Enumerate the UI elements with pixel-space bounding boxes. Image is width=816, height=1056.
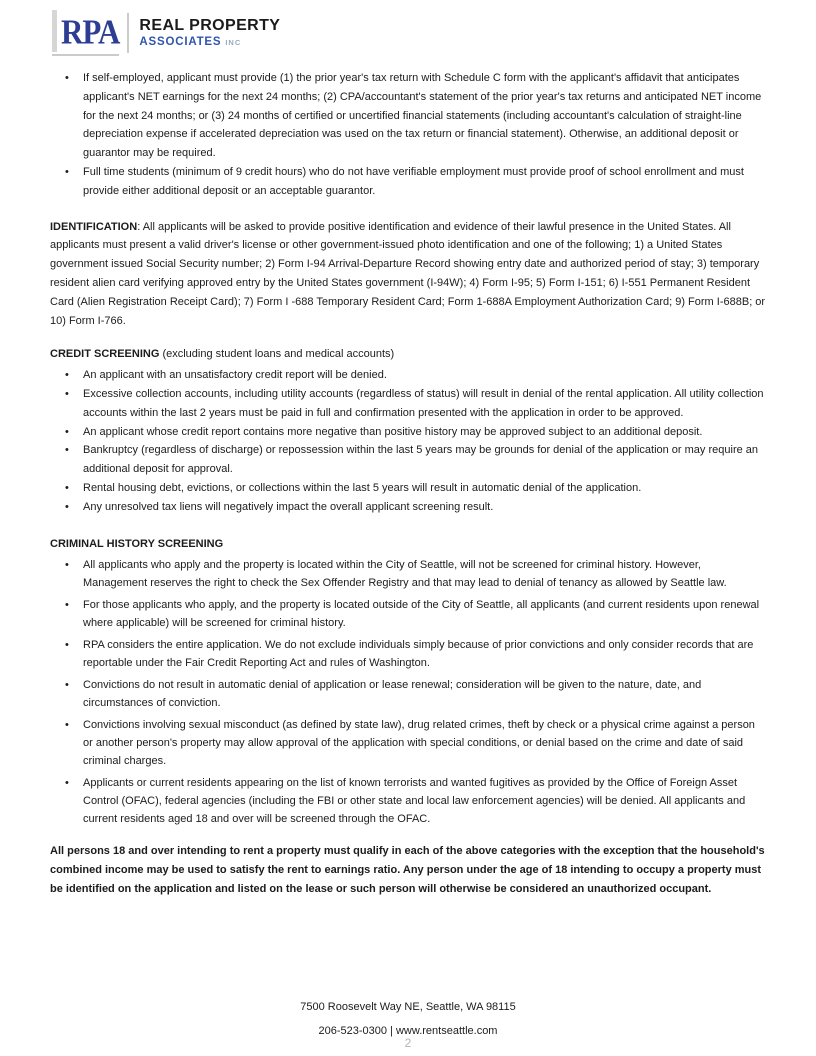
logo-text-block: [139, 17, 280, 50]
bullet-item: • An applicant whose credit report contains more negative than positive history may be approved subject to an additional deposit.: [50, 423, 766, 442]
page-footer: [0, 995, 816, 1050]
identification-paragraph: [50, 218, 766, 331]
logo-bar-decoration: [52, 10, 57, 52]
bullet-item: • Bankruptcy (regardless of discharge) or repossession within the last 5 years may be grounds for denial of the application or may require an additional deposit for approval.: [50, 441, 766, 479]
bullet-item: • Applicants or current residents appearing on the list of known terrorists and wanted fugitives as provided by the Office of Foreign Asset Control (OFAC), federal agencies (including the FBI or other state and local law enforcement agencies) will be denied. All applicants and current residents aged 18 and over will be screened through the OFAC.: [50, 774, 766, 828]
criminal-history-title: CRIMINAL HISTORY SCREENING: [50, 537, 224, 550]
identification-text: : All applicants will be asked to provide positive identification and evidence of their lawful presence in the United States. All applicants must present a valid driver's license or other government-issued photo identification and one of the following; 1) a United States government issued Social Security number; 2) Form I-94 Arrival-Departure Record showing entry date and authorized period of stay; 3) temporary resident alien card verifying approved entry by the United States government (I-94W); 4) Form I-95; 5) Form I-151; 6) I-551 Permanent Resident Card (Alien Registration Receipt Card); 7) Form I -688 Temporary Resident Card; Form 1-688A Employment Authorization Card; 9) Form I-688B; or 10) Form I-766.: [50, 220, 766, 327]
footer-address: 7500 Roosevelt Way NE, Seattle, WA 98115: [300, 1001, 516, 1013]
logo-subtitle-text: ASSOCIATES: [139, 35, 222, 48]
bullet-item: • Any unresolved tax liens will negatively impact the overall applicant screening result.: [50, 498, 766, 517]
rpa-logo-icon: [52, 10, 119, 56]
page-number: 2: [404, 1036, 412, 1050]
credit-bullet-list: [50, 366, 766, 516]
criminal-bullet-list: [50, 556, 766, 828]
credit-screening-heading: [50, 345, 766, 364]
bullet-item: • Full time students (minimum of 9 credit hours) who do not have verifiable employment must provide proof of school enrollment and must provide either additional deposit or an acceptable guarantor.: [50, 163, 766, 201]
logo-subtitle-suffix: INC: [225, 37, 242, 47]
intro-bullet-list: [50, 69, 766, 201]
bullet-item: • An applicant with an unsatisfactory credit report will be denied.: [50, 366, 766, 385]
bullet-item: • Convictions involving sexual misconduct (as defined by state law), drug related crimes, theft by check or a physical crime against a person or another person's property may allow approval of the application with special conditions, or denial based on the crime and date of said criminal charges.: [50, 716, 766, 770]
bullet-item: • Convictions do not result in automatic denial of application or lease renewal; consideration will be given to the nature, date, and circumstances of conviction.: [50, 676, 766, 712]
logo-title: REAL PROPERTY: [139, 16, 281, 34]
bullet-item: • For those applicants who apply, and the property is located outside of the City of Seattle, all applicants (and current residents upon renewal where applicable) will be screened for criminal history.: [50, 596, 766, 632]
credit-screening-note: (excluding student loans and medical accounts): [159, 348, 395, 361]
company-logo: [52, 10, 766, 56]
identification-label: IDENTIFICATION: [50, 220, 138, 233]
criminal-history-heading: [50, 535, 766, 554]
logo-subtitle: [139, 35, 280, 50]
bullet-item: • All applicants who apply and the property is located within the City of Seattle, will not be screened for criminal history. However, Management reserves the right to check the Sex Offender Registry and that may lead to denial of tenancy as allowed by Seattle law.: [50, 556, 766, 592]
bullet-item: • RPA considers the entire application. We do not exclude individuals simply because of prior convictions and only consider records that are reportable under the Fair Credit Reporting Act and rules of Washington.: [50, 636, 766, 672]
bullet-item: • Rental housing debt, evictions, or collections within the last 5 years will result in automatic denial of the application.: [50, 479, 766, 498]
bullet-item: • Excessive collection accounts, including utility accounts (regardless of status) will result in denial of the rental application. All utility collection accounts within the last 2 years must be paid in full and confirmation presented with the application in order to be approved.: [50, 385, 766, 423]
bullet-item: • If self-employed, applicant must provide (1) the prior year's tax return with Schedule C form with the applicant's affidavit that anticipates applicant's NET earnings for the next 24 months; (2) CPA/accountant's statement of the prior year's tax returns and anticipated NET income for the next 24 months; or (3) 24 months of certified or uncertified financial statements (including accountant's calculation of straight-line depreciation expense if accelerated depreciation was used on the tax return or financial statement). Otherwise, an additional deposit or guarantor may be required.: [50, 69, 766, 163]
footer-contact: 206-523-0300 | www.rentseattle.com: [318, 1025, 498, 1037]
credit-screening-title: CREDIT SCREENING: [50, 348, 160, 361]
logo-monogram: RPA: [61, 12, 120, 52]
logo-divider: [127, 13, 129, 53]
closing-paragraph: All persons 18 and over intending to rent a property must qualify in each of the above categories with the exception that the household's combined income may be used to satisfy the rent to earnings ratio. Any person under the age of 18 intending to occupy a property must be identified on the application and listed on the lease or such person will otherwise be considered an unauthorized occupant.: [50, 845, 765, 896]
